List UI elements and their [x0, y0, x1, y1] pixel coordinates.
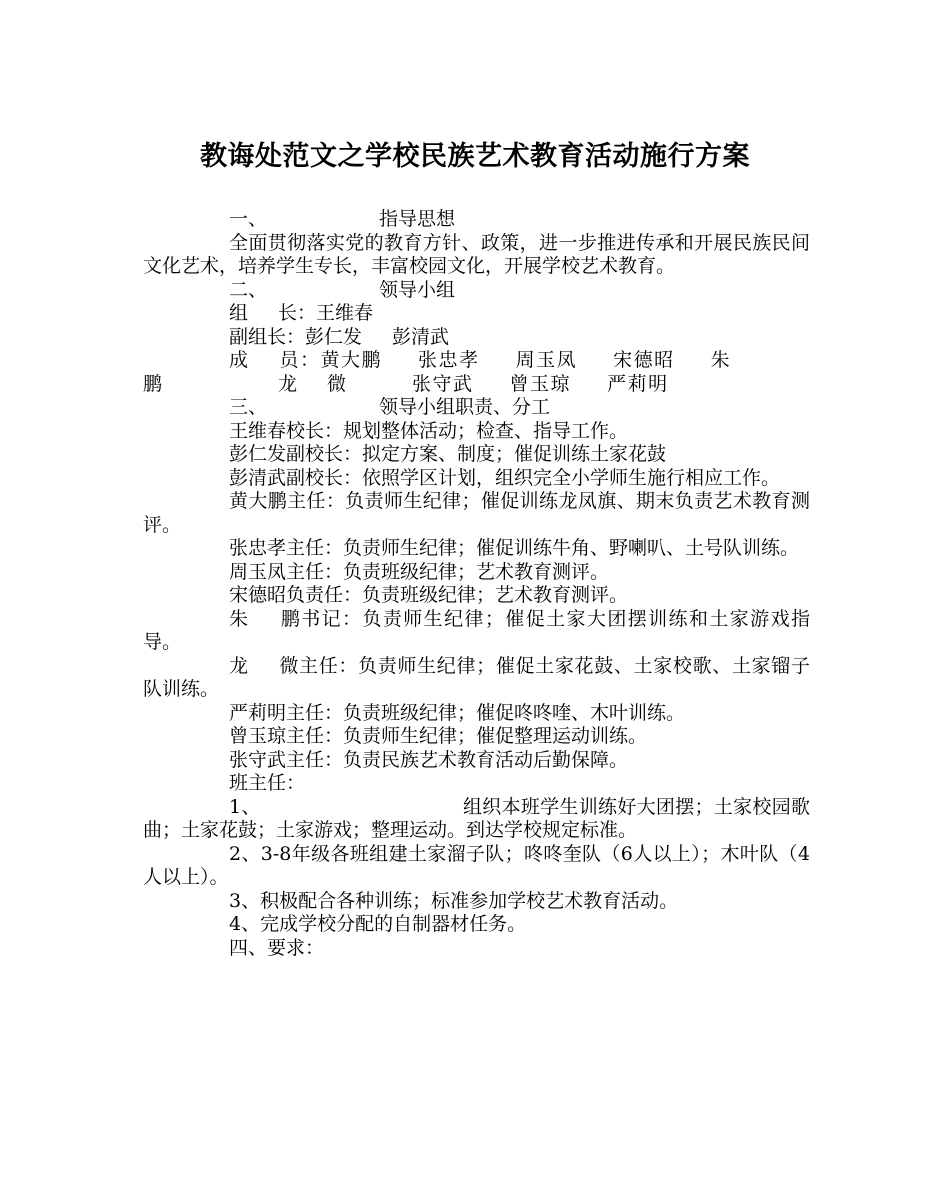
list-item: 4、完成学校分配的自制器材任务。	[229, 913, 527, 935]
section-heading-4: 四、要求：	[229, 936, 325, 959]
member-name: 曾玉琼	[509, 372, 572, 395]
member-name: 黄大鹏	[320, 349, 383, 371]
head-teacher-label: 班主任：	[229, 772, 306, 794]
member-name: 张守武	[412, 372, 474, 395]
list-item: 2、3-8年级各班组建土家溜子队；咚咚奎队（6人以上）；木叶队（4人以上）。	[143, 842, 810, 888]
leader-label: 组	[229, 302, 249, 324]
duty-line: 彭仁发副校长：拟定方案、制度；催促训练土家花鼓	[229, 443, 667, 465]
duty-line: 宋德昭负责任：负责班级纪律；艺术教育测评。	[229, 584, 629, 606]
members-label-suffix: 员：	[279, 349, 321, 371]
member-name: 龙微	[278, 372, 377, 395]
page-title: 教诲处范文之学校民族艺术教育活动施行方案	[200, 141, 750, 172]
leader-label-suffix: 长：	[278, 302, 317, 324]
member-name: 张忠孝	[418, 349, 480, 371]
member-name: 朱鹏	[143, 349, 810, 395]
list-item: 3、积极配合各种训练；标准参加学校艺术教育活动。	[229, 889, 679, 912]
deputy-label: 副组长：	[229, 325, 306, 348]
list-item-number: 1、	[229, 795, 261, 818]
list-item-text: 组织本班学生训练好大团摆；土家校园歌曲；土家花鼓；土家游戏；整理运动。到达学校规定标准。	[143, 795, 810, 841]
duty-line: 严莉明主任：负责班级纪律；催促咚咚喹、木叶训练。	[229, 701, 686, 724]
duty-line: 曾玉琼主任：负责师生纪律；催促整理运动训练。	[229, 725, 648, 747]
member-name: 严莉明	[607, 372, 669, 395]
deputy-line	[143, 326, 810, 350]
duty-line: 张忠孝主任：负责师生纪律；催促训练牛角、野喇叭、土号队训练。	[229, 537, 800, 559]
duty-line: 彭清武副校长：依照学区计划，组织完全小学师生施行相应工作。	[229, 466, 781, 489]
duty-line: 黄大鹏主任：负责师生纪律；催促训练龙凤旗、期末负责艺术教育测评。	[143, 490, 810, 536]
duty-name-part: 龙	[229, 654, 249, 677]
section-number: 一、	[229, 208, 268, 230]
list-item	[143, 796, 810, 843]
section-heading-2	[143, 279, 810, 303]
duty-text: 鹏书记：负责师生纪律；催促土家大团摆训练和土家游戏指导。	[143, 607, 810, 653]
duty-line: 张守武主任：负责民族艺术教育活动后勤保障。	[229, 748, 629, 771]
section-title: 领导小组	[379, 278, 456, 301]
duty-line: 王维春校长：规划整体活动；检查、指导工作。	[229, 419, 629, 442]
member-name: 宋德昭	[613, 349, 675, 371]
members-label: 成	[229, 349, 250, 371]
deputy-name: 彭清武	[392, 325, 450, 348]
duty-text: 微主任：负责师生纪律；催促土家花鼓、土家校歌、土家镏子队训练。	[143, 654, 810, 700]
leader-line	[143, 302, 810, 326]
section-title: 领导小组职责、分工	[379, 396, 551, 418]
document-body	[143, 208, 810, 960]
section-number: 三、	[229, 396, 268, 418]
duty-line	[143, 608, 810, 655]
section-number: 二、	[229, 278, 268, 301]
members-line	[143, 349, 810, 396]
duty-name-part: 朱	[229, 607, 250, 630]
duty-line: 周玉凤主任：负责班级纪律；艺术教育测评。	[229, 560, 610, 583]
section-heading-1	[143, 208, 810, 232]
leader-name: 王维春	[316, 302, 374, 324]
section-title: 指导思想	[379, 208, 456, 230]
duty-line	[143, 655, 810, 702]
section-heading-3	[143, 396, 810, 420]
paragraph: 全面贯彻落实党的教育方针、政策，进一步推进传承和开展民族民间文化艺术，培养学生专长，丰富校园文化，开展学校艺术教育。	[143, 231, 810, 277]
deputy-name: 彭仁发	[305, 325, 363, 348]
member-name: 周玉凤	[515, 349, 578, 371]
